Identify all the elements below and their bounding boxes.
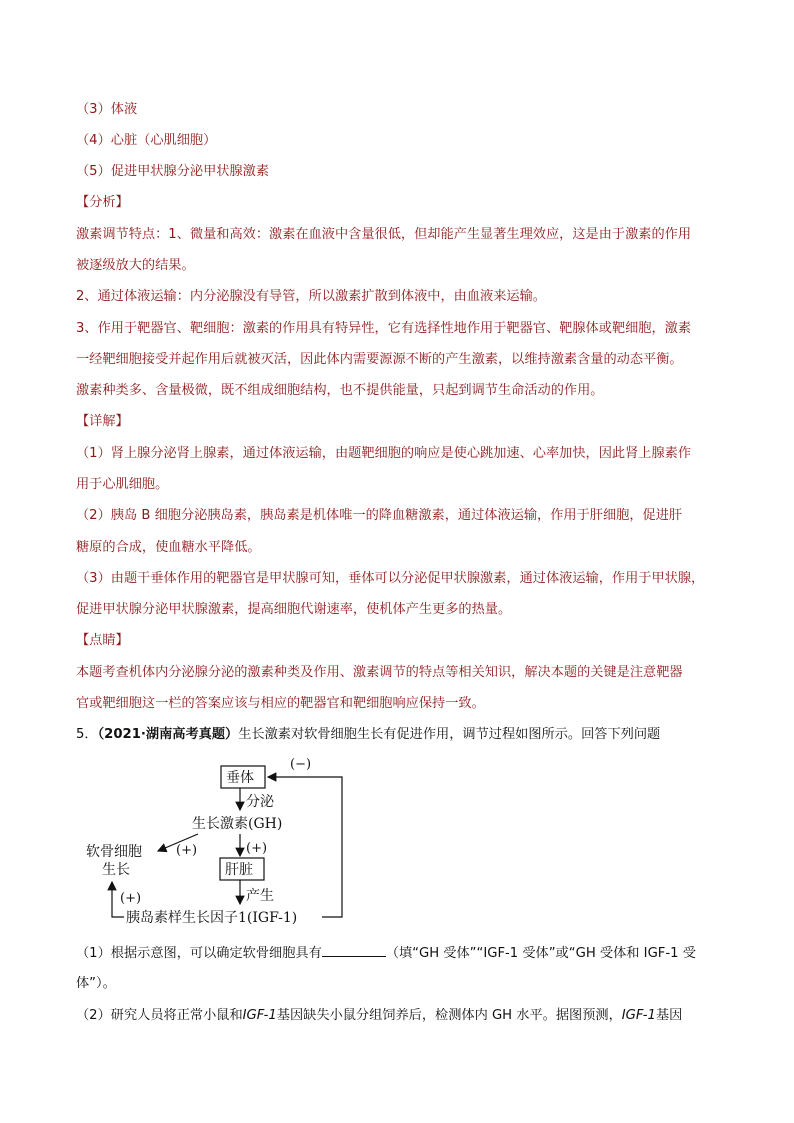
answer-4: （4）心脏（心肌细胞） — [76, 133, 217, 148]
comment-1b: 官或靶细胞这一栏的答案应该与相应的靶器官和靶细胞响应保持一致。 — [76, 696, 485, 711]
detail-3: （3）由题干垂体作用的靶器官是甲状腺可知，垂体可以分泌促甲状腺激素，通过体液运输，作用于甲状腺， — [76, 571, 705, 586]
analysis-p1: 激素调节特点：1、微量和高效：激素在血液中含量很低，但却能产生显著生理效应，这是由于激素的作用 — [76, 227, 692, 242]
detail-2: （2）胰岛 B 细胞分泌胰岛素，胰岛素是机体唯一的降血糖激素，通过体液运输，作用于肝细胞，促进肝 — [76, 508, 683, 523]
detail-2b: 糖原的合成，使血糖水平降低。 — [76, 540, 261, 555]
analysis-p3: 3、作用于靶器官、靶细胞：激素的作用具有特异性，它有选择性地作用于靶器官、靶腺体或靶细胞，激素 — [76, 321, 692, 336]
answer-3: （3）体液 — [76, 102, 138, 117]
igf-label: 胰岛素样生长因子1(IGF-1) — [126, 910, 298, 926]
question-number: 5． — [76, 727, 98, 742]
plus-3: (+) — [120, 891, 142, 906]
answer-blank[interactable] — [322, 944, 386, 957]
cartilage-label-1: 软骨细胞 — [86, 844, 142, 860]
cartilage-label-2: 生长 — [102, 862, 130, 878]
question-5-stem — [76, 726, 660, 744]
secrete-label: 分泌 — [246, 794, 274, 810]
analysis-p1b: 被逐级放大的结果。 — [76, 258, 195, 273]
question-source: （2021·湖南高考真题） — [97, 727, 239, 742]
analysis-heading: 【分析】 — [76, 195, 129, 210]
subquestion-2: （2）研究人员将正常小鼠和IGF-1基因缺失小鼠分组饲养后，检测体内 GH 水平。据图预测，IGF-1基因 — [76, 1008, 683, 1023]
subquestion-1: （1）根据示意图，可以确定软骨细胞具有 （填“GH 受体”“IGF-1 受体”或“GH 受体和 IGF-1 受 — [76, 946, 696, 961]
detail-1b: 用于心肌细胞。 — [76, 477, 169, 492]
negative-feedback-label: (−) — [290, 757, 312, 772]
pituitary-label: 垂体 — [226, 770, 254, 786]
comment-1: 本题考查机体内分泌腺分泌的激素种类及作用、激素调节的特点等相关知识，解决本题的关键是注意靶器 — [76, 665, 683, 680]
feedback-diagram — [80, 752, 370, 932]
plus-1: (+) — [176, 843, 198, 858]
detail-3b: 促进甲状腺分泌甲状腺激素，提高细胞代谢速率，使机体产生更多的热量。 — [76, 602, 512, 617]
analysis-p3b: 一经靶细胞接受并起作用后就被灭活，因此体内需要源源不断的产生激素，以维持激素含量的动态平衡。 — [76, 352, 683, 367]
subquestion-1-cont: 体”）。 — [76, 976, 116, 991]
feedback-arrow — [268, 777, 342, 917]
comment-heading: 【点睛】 — [76, 633, 129, 648]
detail-heading: 【详解】 — [76, 414, 129, 429]
answer-5: （5）促进甲状腺分泌甲状腺激素 — [76, 164, 270, 179]
question-text: 生长激素对软骨细胞生长有促进作用，调节过程如图所示。回答下列问题 — [238, 727, 661, 742]
produce-label: 产生 — [246, 888, 274, 904]
plus-2: (+) — [246, 841, 268, 856]
gh-label: 生长激素(GH) — [192, 816, 283, 832]
analysis-p4: 激素种类多、含量极微，既不组成细胞结构，也不提供能量，只起到调节生命活动的作用。 — [76, 383, 604, 398]
liver-label: 肝脏 — [225, 862, 253, 878]
analysis-p2: 2、通过体液运输：内分泌腺没有导管，所以激素扩散到体液中，由血液来运输。 — [76, 289, 546, 304]
detail-1: （1）肾上腺分泌肾上腺素，通过体液运输，由题靶细胞的响应是使心跳加速、心率加快，因此肾上腺素作 — [76, 446, 692, 461]
